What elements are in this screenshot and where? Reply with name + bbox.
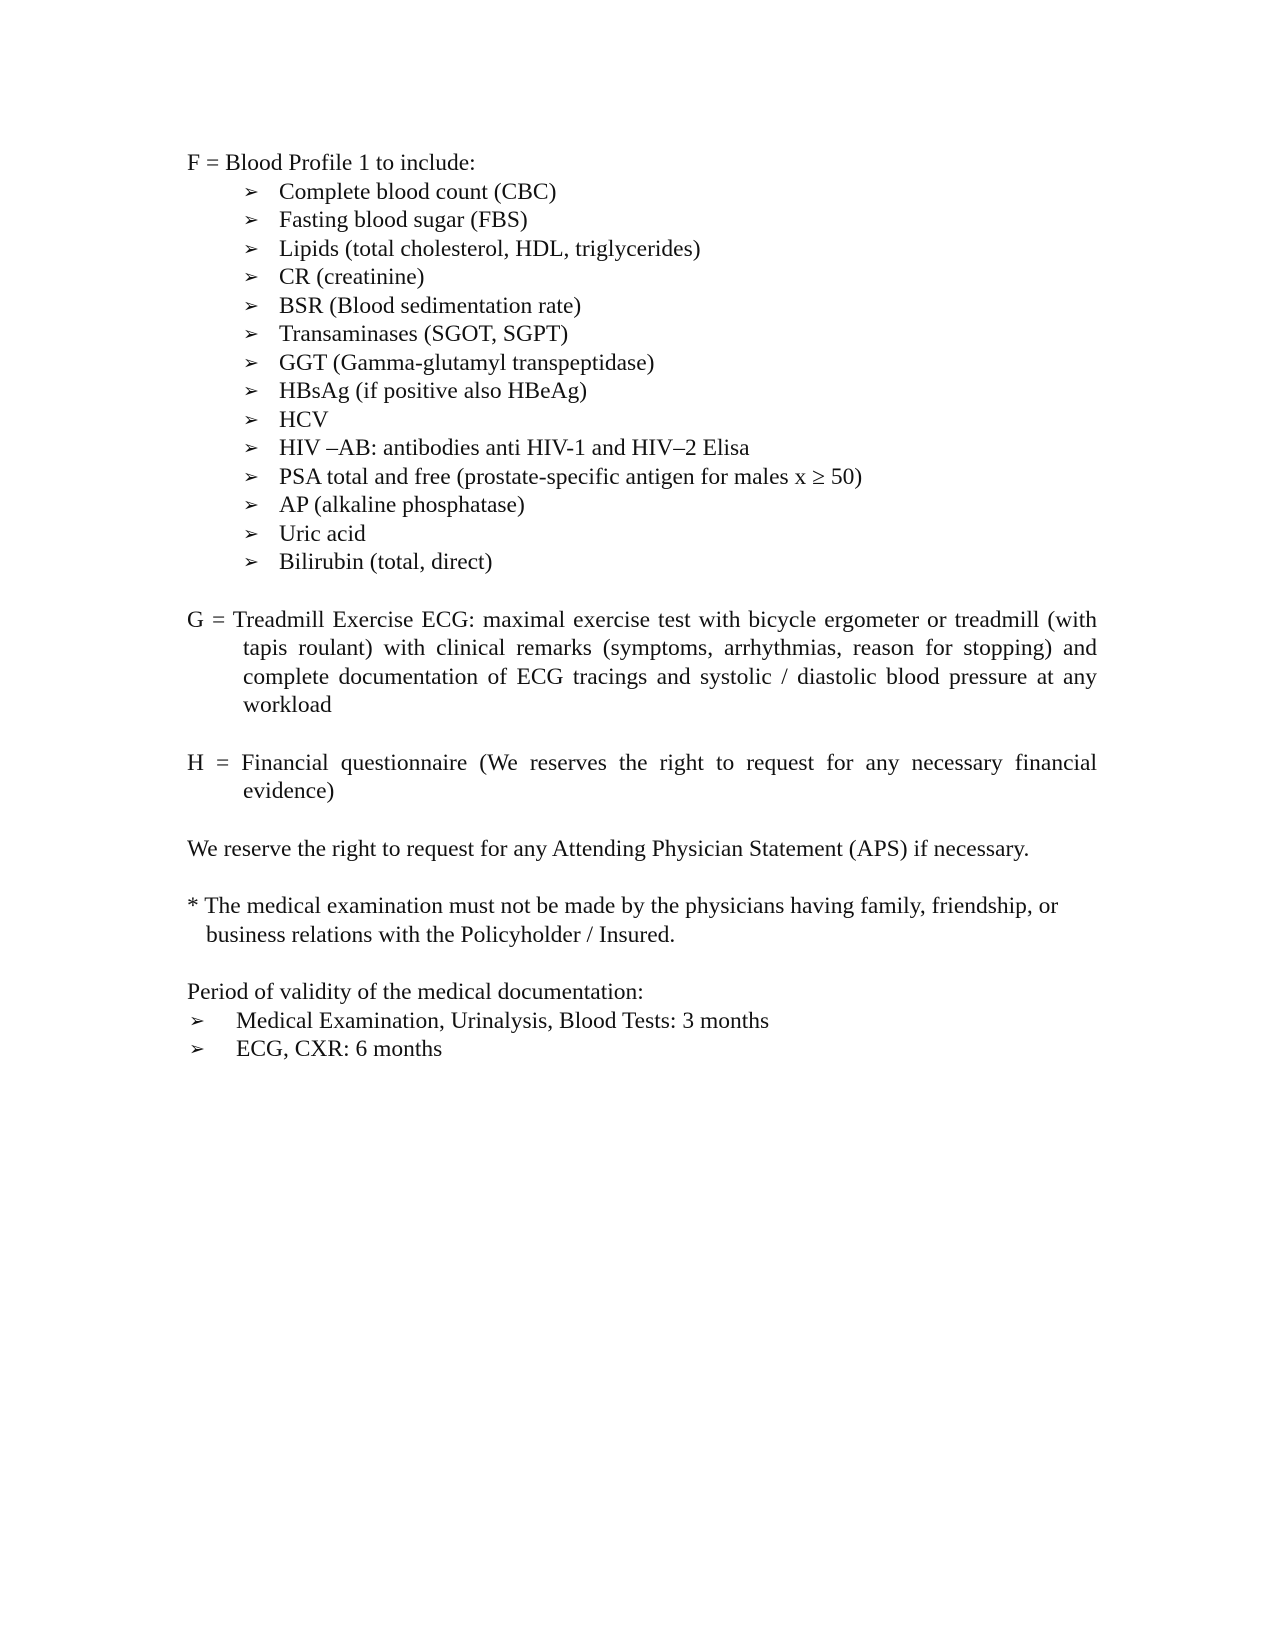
arrowhead-bullet-icon: ➢ bbox=[243, 237, 259, 260]
list-item: ➢ HBsAg (if positive also HBeAg) bbox=[243, 378, 588, 404]
list-item: ➢ Uric acid bbox=[243, 520, 366, 547]
spacer bbox=[187, 806, 1097, 835]
list-item: ➢ GGT (Gamma-glutamyl transpeptidase) bbox=[243, 349, 655, 376]
aps-note: We reserve the right to request for any Attending Physician Statement (APS) if necessary. bbox=[187, 835, 1030, 862]
arrowhead-bullet-icon: ➢ bbox=[243, 351, 259, 374]
blood-profile-list bbox=[187, 178, 1097, 577]
medical-exam-note: * The medical examination must not be made by the physicians having family, friendship, or business relations with the Policyholder / Insured. bbox=[187, 893, 1059, 948]
list-item: ➢ HIV –AB: antibodies anti HIV-1 and HIV–2 Elisa bbox=[243, 435, 750, 461]
spacer bbox=[187, 949, 1097, 978]
list-item: ➢ Bilirubin (total, direct) bbox=[243, 549, 493, 575]
arrowhead-bullet-icon: ➢ bbox=[243, 380, 259, 402]
arrowhead-bullet-icon: ➢ bbox=[243, 408, 259, 431]
arrowhead-bullet-icon: ➢ bbox=[243, 494, 259, 516]
spacer bbox=[187, 720, 1097, 749]
list-item: ➢ Fasting blood sugar (FBS) bbox=[243, 207, 528, 233]
arrowhead-bullet-icon: ➢ bbox=[243, 180, 259, 203]
list-item: ➢ Transaminases (SGOT, SGPT) bbox=[243, 321, 569, 347]
validity-heading: Period of validity of the medical documentation: bbox=[187, 979, 644, 1005]
arrowhead-bullet-icon: ➢ bbox=[243, 209, 259, 231]
arrowhead-bullet-icon: ➢ bbox=[243, 522, 259, 545]
list-item: ➢ PSA total and free (prostate-specific antigen for males x ≥ 50) bbox=[243, 463, 863, 490]
arrowhead-bullet-icon: ➢ bbox=[243, 437, 259, 459]
list-item: ➢ Medical Examination, Urinalysis, Blood Tests: 3 months bbox=[189, 1007, 770, 1034]
blood-profile-heading: F = Blood Profile 1 to include: bbox=[187, 150, 476, 176]
validity-list bbox=[187, 1007, 1097, 1064]
treadmill-ecg-paragraph: G = Treadmill Exercise ECG: maximal exercise test with bicycle ergometer or treadmill (with tapis roulant) with clinical remarks (symptoms, arrhythmias, reason for stopping) and complete documentation of ECG tracings and systolic / diastolic blood pressure at any workload bbox=[187, 606, 1097, 718]
arrowhead-bullet-icon: ➢ bbox=[243, 294, 259, 317]
arrowhead-bullet-icon: ➢ bbox=[243, 551, 259, 573]
arrowhead-bullet-icon: ➢ bbox=[189, 1038, 205, 1060]
arrowhead-bullet-icon: ➢ bbox=[243, 465, 259, 488]
arrowhead-bullet-icon: ➢ bbox=[243, 323, 259, 345]
document-content bbox=[187, 149, 1097, 1064]
arrowhead-bullet-icon: ➢ bbox=[243, 266, 259, 288]
spacer bbox=[187, 577, 1097, 606]
list-item: ➢ HCV bbox=[243, 406, 329, 433]
list-item: ➢ Lipids (total cholesterol, HDL, triglycerides) bbox=[243, 235, 701, 262]
list-item: ➢ BSR (Blood sedimentation rate) bbox=[243, 292, 582, 319]
list-item: ➢ ECG, CXR: 6 months bbox=[189, 1036, 443, 1062]
arrowhead-bullet-icon: ➢ bbox=[189, 1009, 205, 1032]
financial-questionnaire-paragraph: H = Financial questionnaire (We reserves the right to request for any necessary financial evidence) bbox=[187, 749, 1097, 804]
spacer bbox=[187, 863, 1097, 892]
list-item: ➢ Complete blood count (CBC) bbox=[243, 178, 557, 205]
list-item: ➢ AP (alkaline phosphatase) bbox=[243, 492, 525, 518]
list-item: ➢ CR (creatinine) bbox=[243, 264, 425, 290]
